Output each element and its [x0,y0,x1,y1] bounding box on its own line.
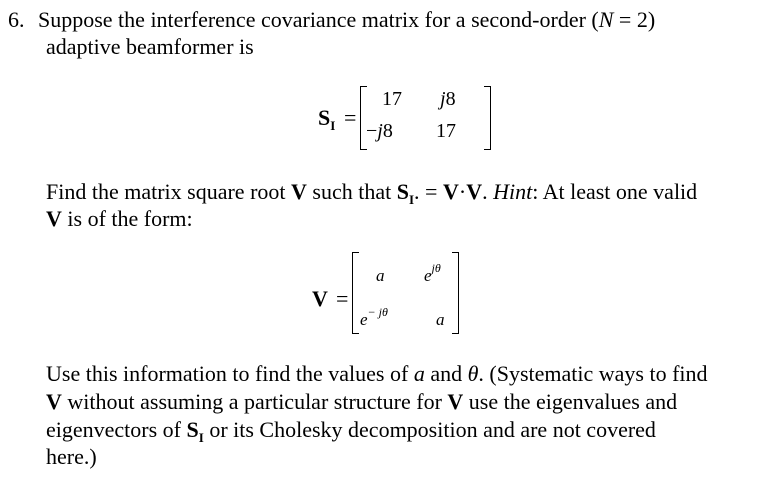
problem-text-a: Suppose the interference covariance matrix for a second-order ( [38,7,599,32]
find-line-2: V is of the form: [46,206,193,231]
use-line-4: here.) [46,444,97,469]
matrix-S-cell-r0c1: j8 [440,88,456,110]
matrix-V-cell-r1c1: a [436,310,445,329]
problem-line-2: adaptive beamformer is [46,34,254,59]
hint-label: Hint [493,179,533,204]
matrix-V-right-bracket [452,252,459,334]
matrix-S-label: $S_I$ [318,105,336,133]
matrix-V-left-bracket [352,252,359,334]
matrix-S-right-bracket [484,86,491,150]
matrix-S-cell-r0c0: 17 [382,88,402,110]
var-N: N [598,7,614,32]
matrix-V-label: V [312,286,328,311]
problem-text-b: = 2) [613,7,656,32]
matrix-S-cell-r1c1: 17 [436,120,456,142]
matrix-S-equals: = [344,105,357,130]
matrix-V-cell-r0c0: a [376,266,385,285]
use-line-3: eigenvectors of $S_I$ or its Cholesky decomposition and are not covered [46,417,656,445]
matrix-V-cell-r0c1: $e^{j\theta}$ [424,261,441,285]
use-line-1: Use this information to find the values of a and θ. (Systematic ways to find [46,361,708,386]
problem-number: 6. [8,7,25,32]
use-line-2: V without assuming a particular structure for V use the eigenvalues and [46,389,678,414]
problem-line-1 [38,6,655,33]
matrix-V-equals: = [336,286,349,311]
find-line-1: Find the matrix square root V such that $S_I$. = V·V. Hint: At least one valid [46,179,698,207]
matrix-S-cell-r1c0: −j8 [366,120,393,142]
matrix-V-cell-r1c0: $e^{- j\theta}$ [360,305,388,329]
